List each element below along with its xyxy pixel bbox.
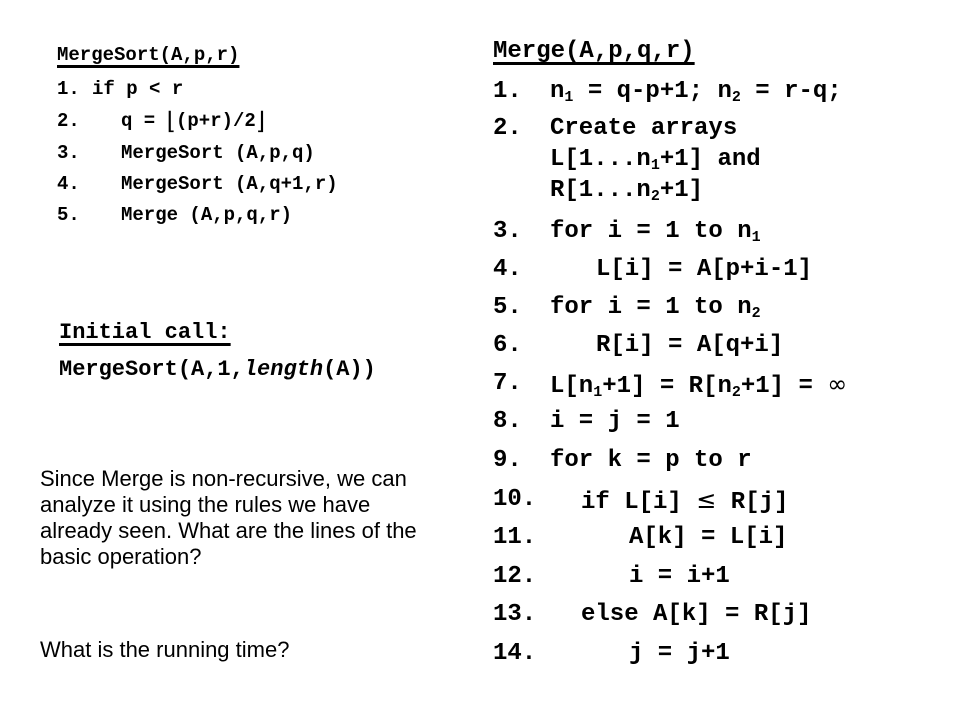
merge-line-8-number: 8. xyxy=(493,408,522,435)
merge-line-13-number: 13. xyxy=(493,601,537,628)
merge-line-2-number: 2. xyxy=(493,115,522,142)
mergesort-title: MergeSort(A,p,r) xyxy=(57,44,240,66)
mergesort-line-5: Merge (A,p,q,r) xyxy=(121,204,293,226)
merge-line-4-number: 4. xyxy=(493,256,522,283)
less-or-equal-symbol: ≤ xyxy=(696,486,717,514)
floor-left-symbol: ⌊ xyxy=(166,107,176,135)
merge-line-10: if L[i] ≤ R[j] xyxy=(581,486,789,516)
initial-call-label: Initial call: xyxy=(59,320,231,345)
merge-line-9-number: 9. xyxy=(493,447,522,474)
merge-line-2: Create arrays xyxy=(550,115,738,142)
mergesort-line-1-number: 1. xyxy=(57,78,80,100)
merge-line-8: i = j = 1 xyxy=(550,408,680,435)
merge-line-14: j = j+1 xyxy=(629,640,730,667)
merge-line-1: $n_1 = q-p+1$; $n_2 = r-q$; xyxy=(550,78,842,106)
merge-line-7-number: 7. xyxy=(493,370,522,397)
merge-line-11: A[k] = L[i] xyxy=(629,524,788,551)
merge-line-13: else A[k] = R[j] xyxy=(581,601,812,628)
mergesort-line-1: if p < r xyxy=(92,78,184,100)
mergesort-line-4-number: 4. xyxy=(57,173,80,195)
merge-line-5: for i = 1 to $n_2$ xyxy=(550,294,761,322)
merge-line-3: for i = 1 to $n_1$ xyxy=(550,218,761,246)
analysis-question: Since Merge is non-recursive, we can analyze it using the rules we have already seen. What are the lines of the basic operation? xyxy=(40,466,417,569)
merge-line-2-cont-2: $R[1...n_2+1]$ xyxy=(550,177,704,205)
infinity-symbol: ∞ xyxy=(827,370,848,398)
merge-line-14-number: 14. xyxy=(493,640,537,667)
merge-line-6: R[i] = A[q+i] xyxy=(596,332,784,359)
mergesort-line-4: MergeSort (A,q+1,r) xyxy=(121,173,338,195)
mergesort-line-3-number: 3. xyxy=(57,142,80,164)
mergesort-line-2-number: 2. xyxy=(57,110,80,132)
merge-line-11-number: 11. xyxy=(493,524,537,551)
merge-line-6-number: 6. xyxy=(493,332,522,359)
mergesort-line-5-number: 5. xyxy=(57,204,80,226)
mergesort-line-2: q = ⌊(p+r)/2⌋ xyxy=(121,107,266,135)
merge-line-12-number: 12. xyxy=(493,563,537,590)
merge-line-2-cont-1: $L[1...n_1+1]$ and xyxy=(550,146,761,174)
merge-line-10-number: 10. xyxy=(493,486,537,513)
merge-title: Merge(A,p,q,r) xyxy=(493,38,695,65)
mergesort-line-3: MergeSort (A,p,q) xyxy=(121,142,315,164)
initial-call-code: MergeSort(A,1,length(A)) xyxy=(59,357,376,382)
merge-line-3-number: 3. xyxy=(493,218,522,245)
merge-line-5-number: 5. xyxy=(493,294,522,321)
running-time-question: What is the running time? xyxy=(40,637,290,662)
merge-line-4: L[i] = A[p+i-1] xyxy=(596,256,813,283)
floor-right-symbol: ⌋ xyxy=(255,107,266,135)
merge-line-12: i = i+1 xyxy=(629,563,730,590)
merge-line-1-number: 1. xyxy=(493,78,522,105)
merge-line-7: $L[n_1+1] = R[n_2+1]$ = ∞ xyxy=(550,370,848,401)
merge-line-9: for k = p to r xyxy=(550,447,752,474)
